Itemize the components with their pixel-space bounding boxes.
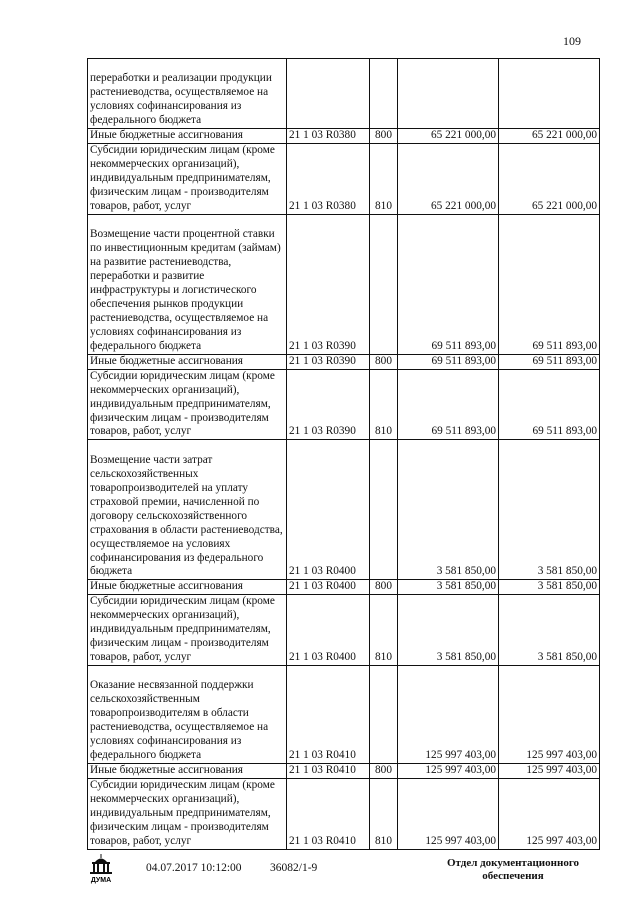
row-amount-1: 65 221 000,00 [398, 143, 499, 214]
footer-date: 04.07.2017 10:12:00 [146, 862, 242, 874]
row-name: Субсидии юридическим лицам (кроме некоммерческих организаций), индивидуальным предпринимателям, физическим лицам - производителям товаров, работ, услуг [88, 369, 287, 440]
row-name: переработки и реализации продукции растениеводства, осуществляемое на условиях софинансирования из федерального бюджета [88, 59, 287, 129]
row-code: 21 1 03 R0400 [287, 440, 370, 580]
row-type: 800 [370, 129, 398, 144]
row-amount-2: 65 221 000,00 [499, 129, 600, 144]
row-code: 21 1 03 R0390 [287, 214, 370, 354]
row-amount-1 [398, 59, 499, 129]
row-amount-2: 3 581 850,00 [499, 580, 600, 595]
row-amount-2: 69 511 893,00 [499, 214, 600, 354]
page-number: 109 [563, 34, 581, 48]
row-amount-1: 3 581 850,00 [398, 580, 499, 595]
row-amount-1: 125 997 403,00 [398, 764, 499, 779]
budget-table-body [88, 59, 600, 850]
row-type: 800 [370, 580, 398, 595]
table-row [88, 369, 600, 440]
table-row [88, 214, 600, 354]
row-amount-1: 3 581 850,00 [398, 595, 499, 666]
row-amount-1: 69 511 893,00 [398, 214, 499, 354]
row-type [370, 214, 398, 354]
row-code: 21 1 03 R0390 [287, 369, 370, 440]
row-amount-2: 69 511 893,00 [499, 369, 600, 440]
row-code: 21 1 03 R0400 [287, 580, 370, 595]
row-code: 21 1 03 R0410 [287, 666, 370, 764]
table-row [88, 354, 600, 369]
table-row [88, 764, 600, 779]
row-amount-1: 125 997 403,00 [398, 666, 499, 764]
row-amount-1: 125 997 403,00 [398, 779, 499, 850]
row-type [370, 59, 398, 129]
row-code [287, 59, 370, 129]
row-code: 21 1 03 R0380 [287, 143, 370, 214]
row-amount-2: 3 581 850,00 [499, 440, 600, 580]
row-type: 810 [370, 143, 398, 214]
logo-text: ДУМА [90, 877, 112, 884]
row-code: 21 1 03 R0400 [287, 595, 370, 666]
row-amount-1: 69 511 893,00 [398, 369, 499, 440]
row-name: Иные бюджетные ассигнования [88, 129, 287, 144]
row-type: 800 [370, 354, 398, 369]
row-type [370, 440, 398, 580]
table-row [88, 440, 600, 580]
table-row [88, 59, 600, 129]
row-code: 21 1 03 R0390 [287, 354, 370, 369]
row-name: Возмещение части процентной ставки по инвестиционным кредитам (займам) на развитие растениеводства, переработки и развитие инфраструктуры и логистического обеспечения рынков продукции растениеводства, осуществляемое на условиях софинансирования из федерального бюджета [88, 214, 287, 354]
footer-ref: 36082/1-9 [270, 862, 318, 874]
table-row [88, 143, 600, 214]
row-amount-2: 125 997 403,00 [499, 666, 600, 764]
row-amount-1: 65 221 000,00 [398, 129, 499, 144]
budget-table [87, 58, 600, 850]
row-code: 21 1 03 R0380 [287, 129, 370, 144]
table-row [88, 129, 600, 144]
row-name: Оказание несвязанной поддержки сельскохозяйственным товаропроизводителям в области растениеводства, осуществляемое на условиях софинансирования из федерального бюджета [88, 666, 287, 764]
row-amount-1: 69 511 893,00 [398, 354, 499, 369]
duma-building-logo-icon [86, 852, 116, 886]
row-amount-2: 125 997 403,00 [499, 779, 600, 850]
row-code: 21 1 03 R0410 [287, 764, 370, 779]
row-amount-1: 3 581 850,00 [398, 440, 499, 580]
table-row [88, 595, 600, 666]
row-type: 810 [370, 595, 398, 666]
row-type: 800 [370, 764, 398, 779]
footer-department: Отдел документационного обеспечения [446, 857, 580, 882]
row-code: 21 1 03 R0410 [287, 779, 370, 850]
row-type: 810 [370, 779, 398, 850]
row-amount-2: 125 997 403,00 [499, 764, 600, 779]
row-type: 810 [370, 369, 398, 440]
row-name: Иные бюджетные ассигнования [88, 764, 287, 779]
table-row [88, 779, 600, 850]
row-name: Иные бюджетные ассигнования [88, 354, 287, 369]
row-amount-2: 69 511 893,00 [499, 354, 600, 369]
row-name: Субсидии юридическим лицам (кроме некоммерческих организаций), индивидуальным предпринимателям, физическим лицам - производителям товаров, работ, услуг [88, 779, 287, 850]
row-amount-2: 3 581 850,00 [499, 595, 600, 666]
row-name: Субсидии юридическим лицам (кроме некоммерческих организаций), индивидуальным предпринимателям, физическим лицам - производителям товаров, работ, услуг [88, 595, 287, 666]
row-name: Субсидии юридическим лицам (кроме некоммерческих организаций), индивидуальным предпринимателям, физическим лицам - производителям товаров, работ, услуг [88, 143, 287, 214]
row-name: Иные бюджетные ассигнования [88, 580, 287, 595]
table-row [88, 666, 600, 764]
row-amount-2: 65 221 000,00 [499, 143, 600, 214]
row-type [370, 666, 398, 764]
table-row [88, 580, 600, 595]
row-amount-2 [499, 59, 600, 129]
row-name: Возмещение части затрат сельскохозяйственных товаропроизводителей на уплату страховой премии, начисленной по договору сельскохозяйственного страхования в области растениеводства, осуществляемое на условиях софинансирования из федерального бюджета [88, 440, 287, 580]
